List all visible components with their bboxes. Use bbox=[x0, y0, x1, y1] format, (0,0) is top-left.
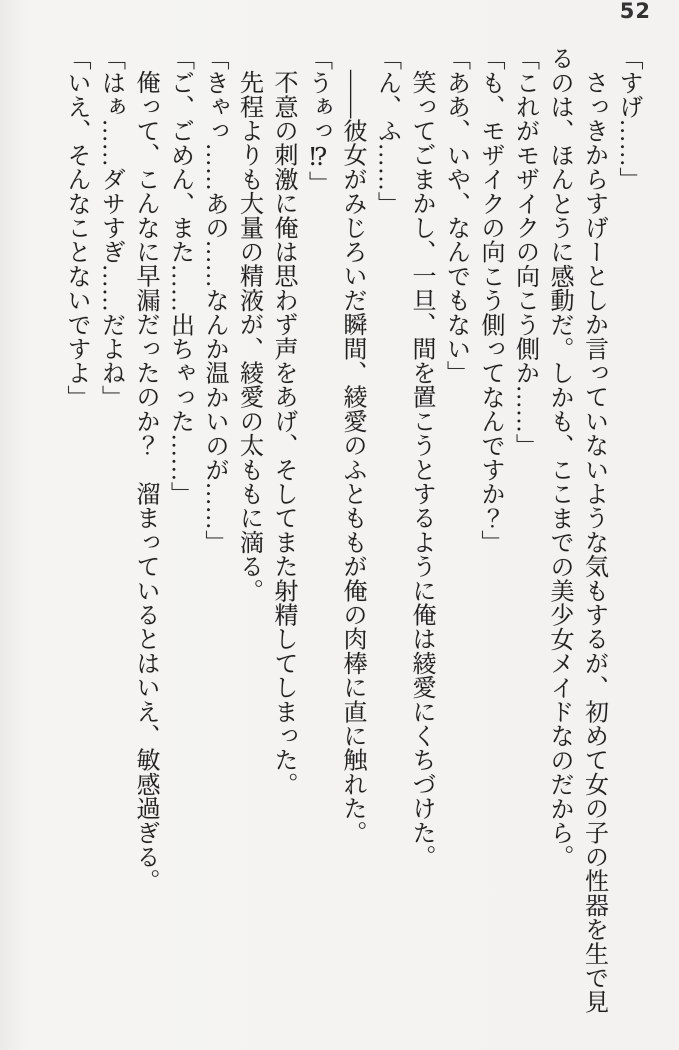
dialogue-line: 「いえ、そんなことないですよ」 bbox=[63, 46, 89, 409]
dialogue-line: 「も、モザイクの向こう側ってなんですか？」 bbox=[477, 46, 503, 555]
narration-line: ――彼女がみじろいだ瞬間、綾愛のふとももが俺の肉棒に直に触れた。 bbox=[339, 70, 365, 845]
page-number: 52 bbox=[619, 0, 651, 23]
dialogue-line: 「すげ……」 bbox=[615, 46, 641, 192]
dialogue-line: 「ああ、いや、なんでもない」 bbox=[442, 46, 469, 385]
dialogue-line: 「ご、ごめん、また……出ちゃった……」 bbox=[166, 46, 193, 506]
dialogue-line: 「うぁっ⁉」 bbox=[304, 46, 331, 196]
narration-line: 笑ってごまかし、一旦、間を置こうとするように俺は綾愛にくちづけた。 bbox=[408, 70, 434, 869]
dialogue-line: 「ん、ふ……」 bbox=[373, 46, 400, 216]
narration-line: 不意の刺激に俺は思わず声をあげ、そしてまた射精してしまった。 bbox=[270, 70, 296, 796]
narration-line-continued: るのは、ほんとうに感動だ。しかも、ここまでの美少女メイドなのだから。 bbox=[546, 46, 572, 869]
dialogue-line: 「これがモザイクの向こう側か……」 bbox=[511, 46, 538, 458]
narration-line: 先程よりも大量の精液が、綾愛の太ももに滴る。 bbox=[235, 70, 262, 603]
narration-line: 俺って、こんなに早漏だったのか？ 溜まっているとはいえ、敏感過ぎる。 bbox=[132, 70, 158, 893]
narration-line: さっきからすげーとしか言っていないような気もするが、初めて女の子の性器を生で見 bbox=[580, 70, 607, 1014]
text-block bbox=[59, 46, 646, 1038]
dialogue-line: 「きゃっ……あの……なんか温かいのが……」 bbox=[201, 46, 227, 555]
dialogue-line: 「はぁ……ダサすぎ……だよね」 bbox=[97, 46, 124, 409]
